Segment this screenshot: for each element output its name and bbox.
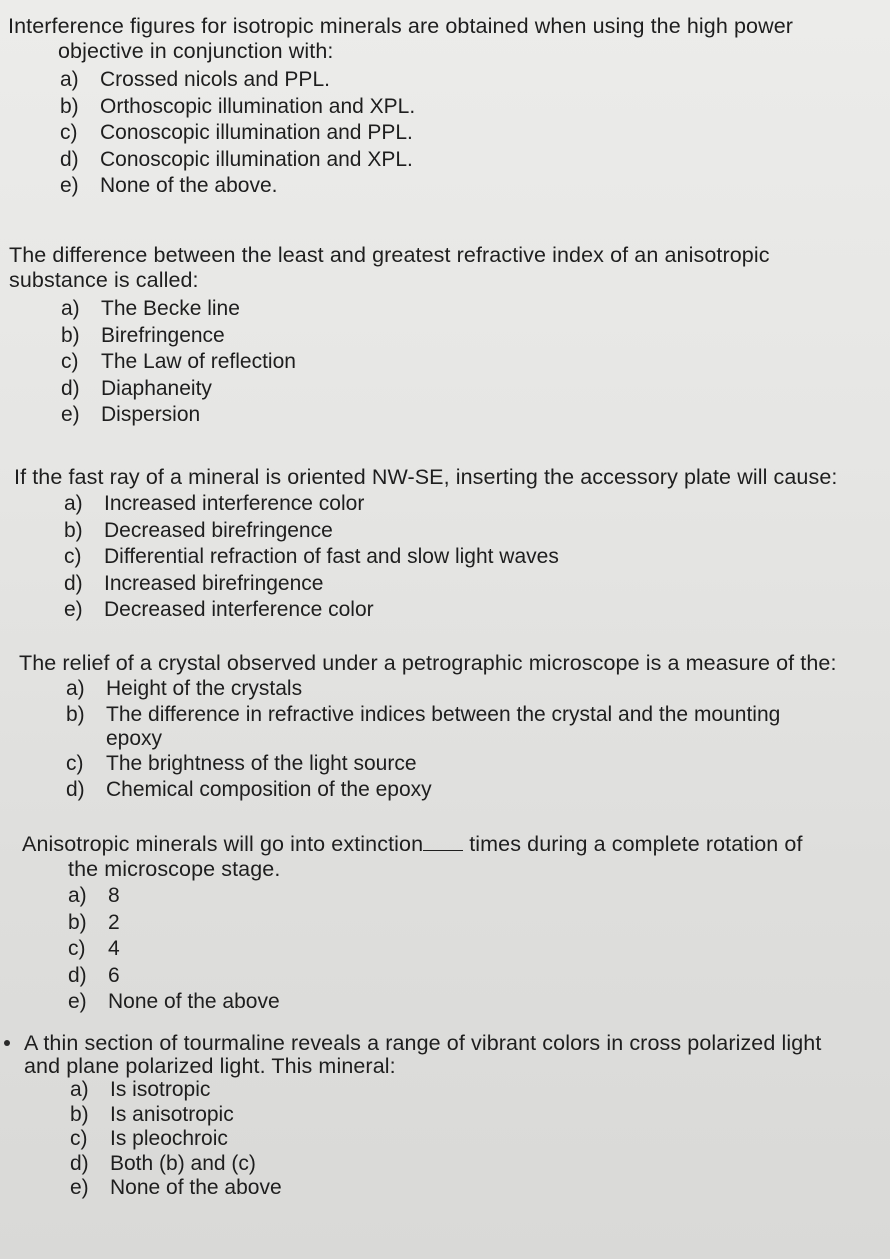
- option-d[interactable]: [60, 147, 880, 174]
- question-5: [0, 832, 880, 1016]
- stem-line-1: A thin section of tourmaline reveals a range of vibrant colors in cross polarized light: [24, 1031, 822, 1055]
- option-text: Differential refraction of fast and slow light waves: [104, 545, 559, 568]
- option-e[interactable]: [64, 597, 880, 624]
- option-d[interactable]: [64, 571, 880, 598]
- option-letter: e): [61, 403, 80, 426]
- option-list: [0, 67, 880, 200]
- option-b[interactable]: [61, 323, 880, 350]
- question-stem: [0, 465, 880, 490]
- option-text: The brightness of the light source: [106, 751, 417, 775]
- option-list: [0, 676, 880, 804]
- option-text: Decreased birefringence: [104, 518, 333, 542]
- option-letter: a): [66, 677, 85, 700]
- stem-line-1: Interference figures for isotropic minerals are obtained when using the high power: [8, 14, 794, 38]
- question-stem: [0, 832, 880, 882]
- option-c[interactable]: [64, 544, 880, 571]
- option-text: Increased birefringence: [104, 571, 324, 595]
- option-text: 4: [108, 937, 120, 960]
- option-e[interactable]: [61, 402, 880, 429]
- option-letter: b): [60, 94, 79, 118]
- option-text: Conoscopic illumination and PPL.: [100, 121, 413, 144]
- option-text: None of the above: [110, 1176, 282, 1199]
- option-text: Both (b) and (c): [110, 1151, 256, 1175]
- stem-line-2: the microscope stage.: [68, 857, 281, 881]
- option-letter: e): [60, 174, 79, 197]
- option-text-line-1: The difference in refractive indices between the crystal and the mounting: [106, 702, 781, 726]
- option-d[interactable]: [70, 1152, 880, 1177]
- option-letter: b): [61, 323, 80, 347]
- stem-line-2: and plane polarized light. This mineral:: [24, 1054, 396, 1078]
- option-letter: e): [70, 1176, 89, 1199]
- answer-blank[interactable]: [423, 832, 463, 851]
- option-d[interactable]: [68, 963, 880, 990]
- option-d[interactable]: [61, 376, 880, 403]
- option-c[interactable]: [70, 1127, 880, 1152]
- option-a[interactable]: [70, 1078, 880, 1103]
- option-text: Is isotropic: [110, 1078, 211, 1101]
- option-text: 2: [108, 910, 120, 934]
- option-text: The Law of reflection: [101, 350, 296, 373]
- option-letter: c): [68, 937, 86, 960]
- option-letter: d): [60, 147, 79, 171]
- option-list: [0, 883, 880, 1016]
- stem-line-1: The relief of a crystal observed under a petrographic microscope is a measure of the:: [19, 651, 837, 675]
- option-letter: c): [64, 545, 82, 568]
- option-b[interactable]: [60, 94, 880, 121]
- option-text: None of the above.: [100, 174, 278, 197]
- option-b[interactable]: [70, 1103, 880, 1128]
- stem-part-1: Anisotropic minerals will go into extinction: [22, 832, 424, 856]
- question-2: [0, 243, 880, 429]
- stem-line-1: If the fast ray of a mineral is oriented NW-SE, inserting the accessory plate will cause:: [14, 465, 838, 489]
- option-text: 6: [108, 963, 120, 987]
- option-text: Orthoscopic illumination and XPL.: [100, 94, 416, 118]
- option-letter: b): [64, 518, 83, 542]
- question-1: [0, 14, 880, 200]
- option-letter: a): [64, 492, 83, 515]
- option-text: Increased interference color: [104, 492, 365, 515]
- question-3: [0, 465, 880, 624]
- option-text: Birefringence: [101, 323, 225, 347]
- option-list: [0, 1078, 880, 1201]
- question-6: [0, 1032, 880, 1201]
- stem-line-2: objective in conjunction with:: [58, 39, 334, 63]
- option-e[interactable]: [60, 173, 880, 200]
- option-a[interactable]: [68, 883, 880, 910]
- option-letter: b): [70, 1102, 89, 1126]
- stem-line-1: The difference between the least and greatest refractive index of an anisotropic: [9, 243, 770, 267]
- option-letter: c): [61, 350, 79, 373]
- stem-part-2: times during a complete rotation of: [463, 832, 803, 856]
- option-a[interactable]: [64, 491, 880, 518]
- option-b[interactable]: [66, 703, 880, 751]
- stem-line-2: substance is called:: [9, 268, 199, 292]
- option-b[interactable]: [64, 518, 880, 545]
- option-text-line-2: epoxy: [106, 726, 163, 750]
- option-text: Is anisotropic: [110, 1102, 234, 1126]
- option-letter: a): [61, 297, 80, 320]
- option-letter: c): [60, 121, 78, 144]
- option-a[interactable]: [60, 67, 880, 94]
- option-a[interactable]: [61, 296, 880, 323]
- option-text: Dispersion: [101, 403, 201, 426]
- option-list: [0, 491, 880, 624]
- question-stem: [0, 14, 880, 64]
- option-text: Conoscopic illumination and XPL.: [100, 147, 413, 171]
- option-letter: d): [68, 963, 87, 987]
- option-letter: a): [70, 1078, 89, 1101]
- option-text: Chemical composition of the epoxy: [106, 778, 432, 801]
- option-c[interactable]: [66, 751, 880, 778]
- option-letter: d): [64, 571, 83, 595]
- option-text: Crossed nicols and PPL.: [100, 68, 330, 91]
- option-letter: b): [66, 702, 85, 726]
- question-stem: [0, 651, 880, 676]
- option-letter: b): [68, 910, 87, 934]
- option-text: Decreased interference color: [104, 598, 374, 621]
- question-4: [0, 651, 880, 804]
- option-letter: a): [60, 68, 79, 91]
- option-d[interactable]: [66, 777, 880, 804]
- option-c[interactable]: [61, 349, 880, 376]
- option-a[interactable]: [66, 676, 880, 703]
- option-letter: c): [66, 751, 84, 775]
- question-stem: [0, 243, 880, 293]
- option-letter: d): [66, 778, 85, 801]
- option-text: The Becke line: [101, 297, 240, 320]
- option-b[interactable]: [68, 910, 880, 937]
- option-text: [106, 703, 780, 751]
- option-text: Diaphaneity: [101, 376, 212, 400]
- option-text: None of the above: [108, 990, 280, 1013]
- option-letter: d): [61, 376, 80, 400]
- option-list: [0, 296, 880, 429]
- option-letter: e): [68, 990, 87, 1013]
- option-letter: e): [64, 598, 83, 621]
- option-letter: a): [68, 884, 87, 907]
- option-text: Height of the crystals: [106, 677, 303, 700]
- option-letter: c): [70, 1127, 88, 1150]
- question-stem: [0, 1032, 880, 1078]
- option-text: Is pleochroic: [110, 1127, 228, 1150]
- option-letter: d): [70, 1151, 89, 1175]
- option-c[interactable]: [60, 120, 880, 147]
- option-e[interactable]: [68, 989, 880, 1016]
- option-text: 8: [108, 884, 120, 907]
- option-e[interactable]: [70, 1176, 880, 1201]
- option-c[interactable]: [68, 936, 880, 963]
